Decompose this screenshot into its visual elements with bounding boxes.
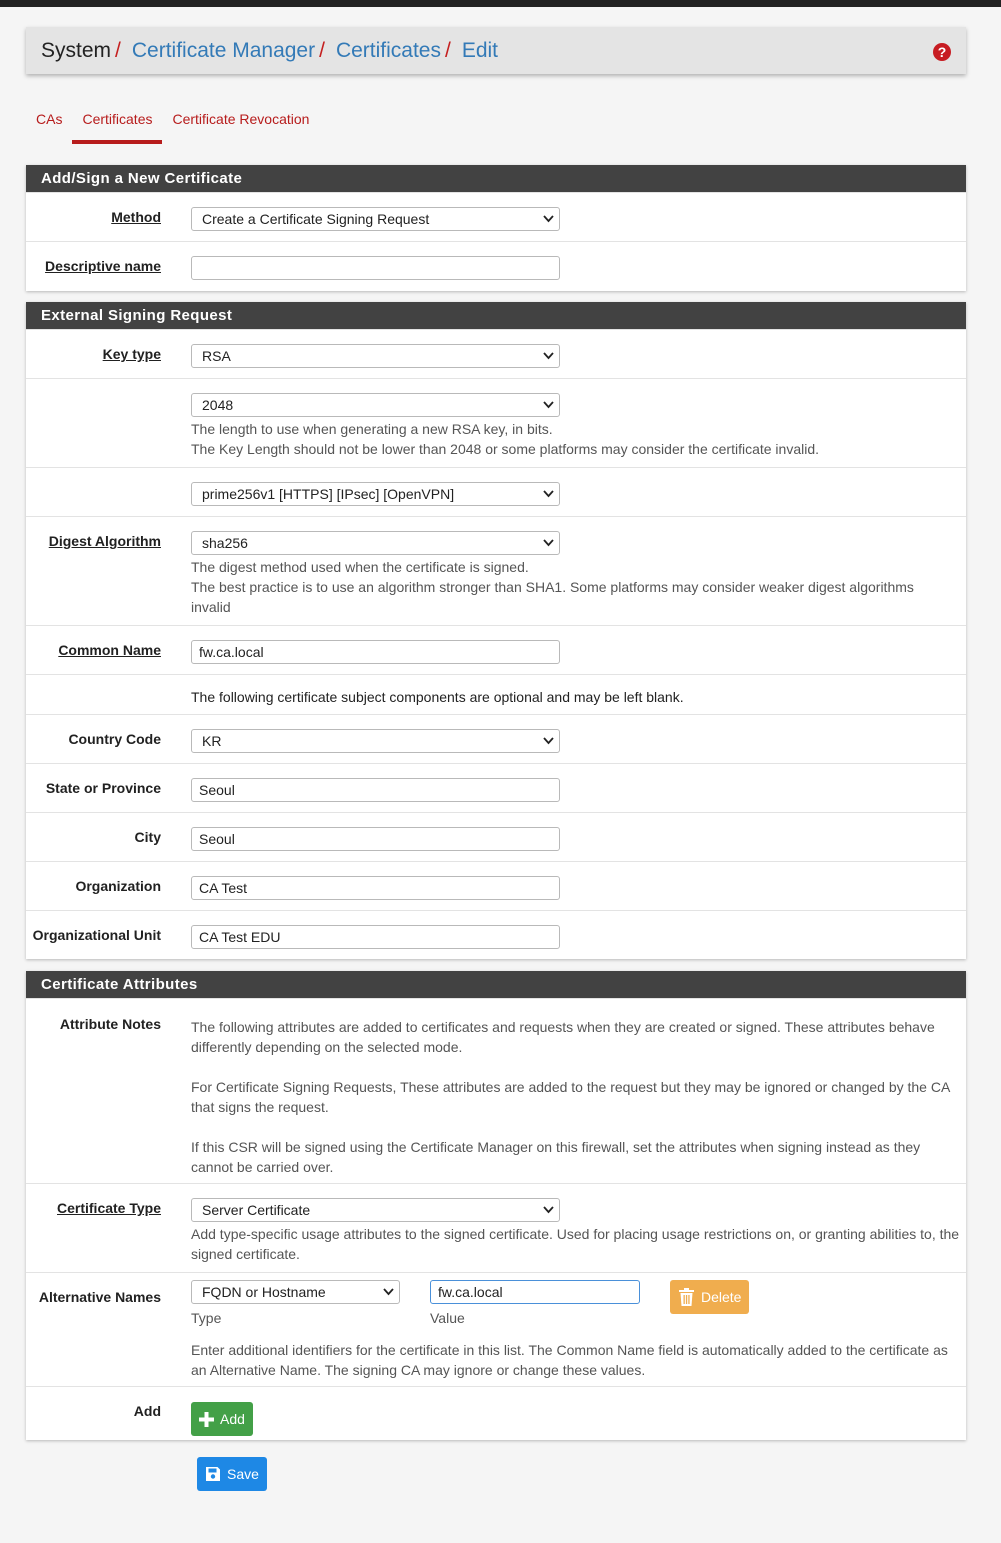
digest-help-2: The best practice is to use an algorithm stronger than SHA1. Some platforms may consider weaker digest algorithms invalid (191, 579, 914, 615)
chevron-down-icon (543, 490, 554, 498)
state-label: State or Province (45, 780, 161, 796)
digest-help-1: The digest method used when the certificate is signed. (191, 559, 529, 575)
alt-value-input[interactable]: fw.ca.local (430, 1280, 640, 1304)
city-row (26, 812, 966, 861)
optional-note: The following certificate subject components are optional and may be left blank. (191, 689, 684, 705)
chevron-down-icon (543, 215, 554, 223)
tab-certificate-revocation[interactable]: Certificate Revocation (172, 111, 310, 127)
city-input[interactable]: Seoul (191, 827, 560, 851)
method-row (26, 192, 966, 241)
delete-button[interactable]: Delete (670, 1280, 749, 1314)
tab-certificates[interactable]: Certificates (72, 108, 162, 144)
breadcrumb-edit[interactable]: Edit (461, 39, 499, 62)
keytype-label: Key type (102, 346, 161, 362)
keylen-help-1: The length to use when generating a new RSA key, in bits. (191, 421, 553, 437)
keylen-select[interactable]: 2048 (191, 393, 560, 417)
alt-value-caption: Value (430, 1310, 465, 1326)
country-label: Country Code (68, 731, 161, 747)
panel-heading-attributes: Certificate Attributes (26, 971, 966, 998)
state-row (26, 763, 966, 812)
attribute-notes-label: Attribute Notes (59, 1016, 161, 1032)
keylen-row (26, 378, 966, 467)
organization-input[interactable]: CA Test (191, 876, 560, 900)
country-row (26, 714, 966, 763)
organization-label: Organization (75, 878, 161, 894)
city-label: City (134, 829, 161, 845)
chevron-down-icon (543, 539, 554, 547)
add-sign-panel (26, 165, 966, 291)
breadcrumb: System / Certificate Manager / Certificates / Edit ? (26, 27, 966, 74)
state-input[interactable]: Seoul (191, 778, 560, 802)
chevron-down-icon (543, 352, 554, 360)
cert-type-row (26, 1183, 966, 1272)
org-unit-row (26, 910, 966, 959)
save-button[interactable]: Save (197, 1457, 267, 1491)
alt-names-row (26, 1272, 966, 1386)
digest-label: Digest Algorithm (48, 533, 161, 549)
curve-row (26, 467, 966, 516)
cert-type-select[interactable]: Server Certificate (191, 1198, 560, 1222)
attribute-note-3: If this CSR will be signed using the Certificate Manager on this firewall, set the attributes when signing instead as they cannot be carried over. (191, 1139, 921, 1175)
country-select[interactable]: KR (191, 729, 560, 753)
panel-heading-add-sign: Add/Sign a New Certificate (26, 165, 966, 192)
alt-names-label: Alternative Names (38, 1289, 161, 1305)
digest-select[interactable]: sha256 (191, 531, 560, 555)
common-name-row (26, 625, 966, 674)
chevron-down-icon (543, 401, 554, 409)
alt-type-select[interactable]: FQDN or Hostname (191, 1280, 400, 1304)
keylen-help-2: The Key Length should not be lower than 2048 or some platforms may consider the certificate invalid. (191, 441, 820, 457)
attribute-note-1: The following attributes are added to certificates and requests when they are created or signed. These attributes behave differently depending on the selected mode. (191, 1019, 935, 1055)
top-navbar (0, 0, 1001, 7)
organization-row (26, 861, 966, 910)
org-unit-label: Organizational Unit (32, 927, 161, 943)
method-label: Method (111, 209, 161, 225)
add-label: Add (133, 1403, 161, 1419)
breadcrumb-certificates[interactable]: Certificates (335, 39, 441, 62)
alt-type-caption: Type (191, 1310, 222, 1326)
alt-names-help: Enter additional identifiers for the certificate in this list. The Common Name field is automatically added to the certificate as an Alternative Name. The signing CA may ignore or change these values. (191, 1342, 948, 1378)
cert-type-label: Certificate Type (57, 1200, 161, 1216)
common-name-input[interactable]: fw.ca.local (191, 640, 560, 664)
add-row (26, 1386, 966, 1440)
descr-label: Descriptive name (45, 258, 161, 274)
tab-cas[interactable]: CAs (36, 111, 63, 127)
cert-type-help: Add type-specific usage attributes to the signed certificate. Used for placing usage restrictions on, or granting abilities to, the signed certificate. (191, 1226, 960, 1262)
attribute-notes-row (26, 998, 966, 1183)
certificate-attributes-panel (26, 971, 966, 1440)
common-name-label: Common Name (58, 642, 161, 658)
breadcrumb-system: System (41, 39, 112, 62)
descr-input[interactable] (191, 256, 560, 280)
attribute-note-2: For Certificate Signing Requests, These attributes are added to the request but they may be ignored or changed by the CA that signs the request. (191, 1079, 950, 1115)
org-unit-input[interactable]: CA Test EDU (191, 925, 560, 949)
digest-row (26, 516, 966, 625)
chevron-down-icon (383, 1288, 394, 1296)
keytype-select[interactable]: RSA (191, 344, 560, 368)
keytype-row (26, 329, 966, 378)
breadcrumb-certificate-manager[interactable]: Certificate Manager (131, 39, 316, 62)
descr-row (26, 241, 966, 291)
add-button[interactable]: Add (191, 1402, 253, 1436)
curve-select[interactable]: prime256v1 [HTTPS] [IPsec] [OpenVPN] (191, 482, 560, 506)
external-signing-panel (26, 302, 966, 959)
question-circle-icon[interactable]: ? (933, 43, 951, 61)
optional-note-row (26, 674, 966, 714)
tab-bar (26, 108, 319, 144)
trash-icon (678, 1288, 695, 1306)
plus-icon (199, 1412, 214, 1427)
panel-heading-external: External Signing Request (26, 302, 966, 329)
save-icon (205, 1466, 221, 1482)
chevron-down-icon (543, 737, 554, 745)
chevron-down-icon (543, 1206, 554, 1214)
method-select[interactable]: Create a Certificate Signing Request (191, 207, 560, 231)
